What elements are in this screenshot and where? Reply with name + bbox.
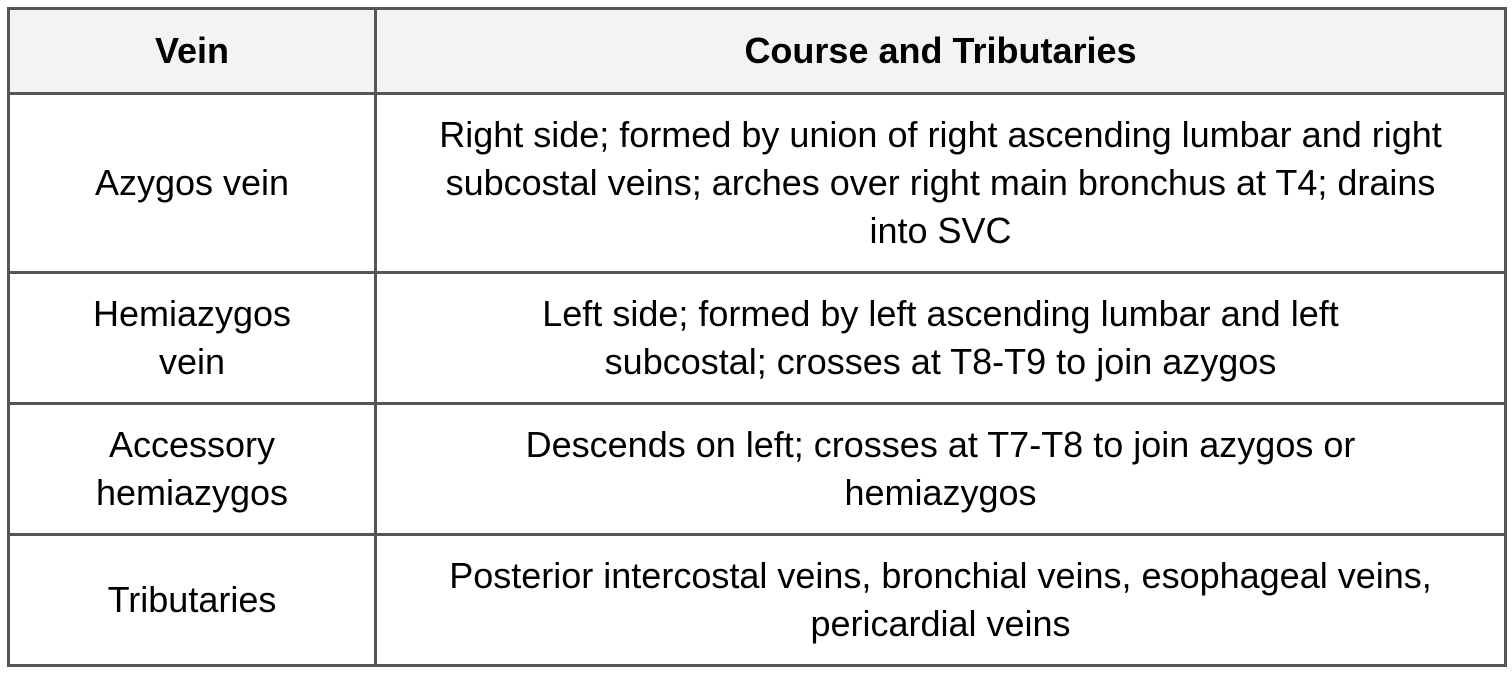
table-row: [9, 94, 1506, 273]
course-cell: Posterior intercostal veins, bronchial veins, esophageal veins, pericardial veins: [376, 535, 1506, 666]
vein-cell: Accessory hemiazygos: [9, 404, 376, 535]
course-cell: Left side; formed by left ascending lumbar and left subcostal; crosses at T8-T9 to join azygos: [376, 273, 1506, 404]
vein-cell: Hemiazygos vein: [9, 273, 376, 404]
table-row: [9, 535, 1506, 666]
table-row: [9, 404, 1506, 535]
header-row: [9, 9, 1506, 94]
header-vein: Vein: [9, 9, 376, 94]
header-course: Course and Tributaries: [376, 9, 1506, 94]
table-body: [9, 94, 1506, 666]
vein-table: [7, 7, 1507, 667]
course-cell: Right side; formed by union of right ascending lumbar and right subcostal veins; arches over right main bronchus at T4; drains into SVC: [376, 94, 1506, 273]
vein-cell: Tributaries: [9, 535, 376, 666]
course-cell: Descends on left; crosses at T7-T8 to join azygos or hemiazygos: [376, 404, 1506, 535]
vein-cell: Azygos vein: [9, 94, 376, 273]
table-row: [9, 273, 1506, 404]
table-header: [9, 9, 1506, 94]
